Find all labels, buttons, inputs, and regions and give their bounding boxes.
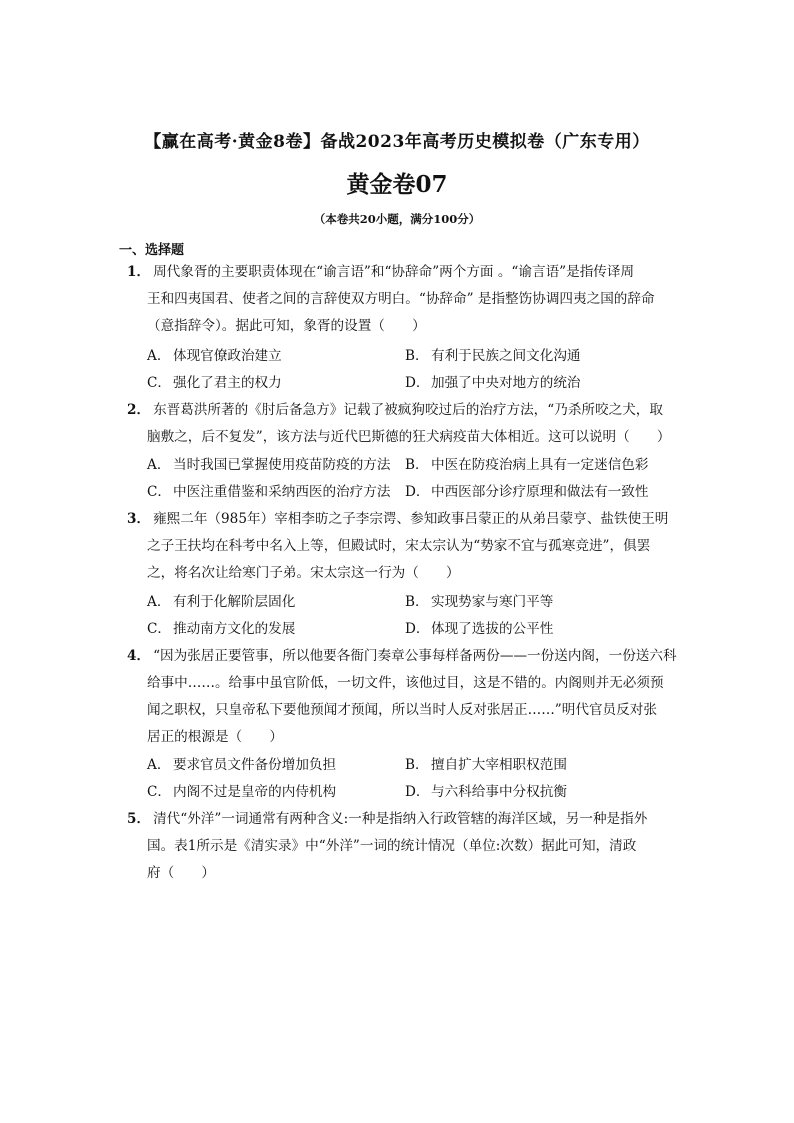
option-c[interactable]: C． 中医注重借鉴和采纳西医的治疗方法 — [147, 484, 391, 500]
option-c[interactable]: C． 内阁不过是皇帝的内侍机构 — [147, 784, 337, 800]
question-number: 4． — [127, 648, 151, 664]
option-d[interactable]: D． 体现了选拔的公平性 — [405, 621, 554, 637]
question-text-line: 周代象胥的主要职责体现在“谕言语”和“协辞命”两个方面 。“谕言语”是指传译周 — [153, 264, 635, 280]
option-a[interactable]: A． 有利于化解阶层固化 — [147, 594, 296, 610]
section-heading: 一、选择题 — [119, 243, 185, 258]
question-3-options — [147, 589, 687, 643]
question-3 — [127, 506, 682, 587]
question-text-line: 居正的根源是（ ） — [147, 729, 283, 745]
question-text-line: 脑敷之，后不复发”，该方法与近代巴斯德的狂犬病疫苗大体相近。这可以说明（ ） — [147, 429, 671, 445]
question-text-line: 之子王扶均在科考中名入上等，但殿试时，宋太宗认为“势家不宜与孤寒竞进”，俱罢 — [147, 538, 651, 554]
option-c[interactable]: C． 强化了君主的权力 — [147, 375, 282, 391]
question-number: 5． — [127, 811, 151, 827]
question-1 — [127, 259, 682, 340]
question-2 — [127, 397, 682, 451]
question-text-line: 东晋葛洪所著的《肘后备急方》记载了被疯狗咬过后的治疗方法，“乃杀所咬之犬，取 — [153, 402, 663, 418]
question-number: 3． — [127, 511, 151, 527]
question-text-line: 给事中……。给事中虽官阶低，一切文件，该他过目，这是不错的。内阁则并无必须预 — [147, 675, 664, 691]
question-1-options — [147, 343, 687, 397]
option-a[interactable]: A． 要求官员文件备份增加负担 — [147, 757, 337, 773]
option-b[interactable]: B． 有利于民族之间文化沟通 — [405, 348, 581, 364]
option-d[interactable]: D． 加强了中央对地方的统治 — [405, 375, 581, 391]
option-b[interactable]: B． 中医在防疫治病上具有一定迷信色彩 — [405, 457, 649, 473]
question-text-line: 王和四夷国君、使者之间的言辞使双方明白。“协辞命” 是指整饬协调四夷之国的辞命 — [147, 291, 655, 307]
option-c[interactable]: C． 推动南方文化的发展 — [147, 621, 296, 637]
question-4 — [127, 643, 682, 751]
question-2-options — [147, 452, 687, 506]
option-b[interactable]: B． 擅自扩大宰相职权范围 — [405, 757, 567, 773]
question-text-line: “因为张居正要管事，所以他要各衙门奏章公事每样备两份——一份送内阁，一份送六科 — [153, 648, 677, 664]
option-a[interactable]: A． 体现官僚政治建立 — [147, 348, 282, 364]
question-text-line: （意指辞令）。据此可知，象胥的设置（ ） — [147, 318, 426, 334]
question-5 — [127, 806, 682, 887]
question-text-line: 清代“外洋”一词通常有两种含义:一种是指纳入行政管辖的海洋区域，另一种是指外 — [153, 811, 648, 827]
question-number: 2． — [127, 402, 151, 418]
question-text-line: 国。表1所示是《清实录》中“外洋”一词的统计情况（单位:次数）据此可知，清政 — [147, 838, 637, 854]
option-b[interactable]: B． 实现势家与寒门平等 — [405, 594, 554, 610]
question-number: 1． — [127, 264, 151, 280]
exam-subtitle: （本卷共20小题，满分100分） — [313, 212, 481, 226]
question-4-options — [147, 752, 687, 806]
question-text-line: 闻之职权，只皇帝私下要他预闻才预闻，所以当时人反对张居正……”明代官员反对张 — [147, 702, 657, 718]
question-text-line: 之，将名次让给寒门子弟。宋太宗这一行为（ ） — [147, 565, 460, 581]
option-a[interactable]: A． 当时我国已掌握使用疫苗防疫的方法 — [147, 457, 391, 473]
exam-header-title: 【赢在高考·黄金8卷】备战2023年高考历史模拟卷（广东专用） — [144, 132, 650, 152]
question-text-line: 府（ ） — [147, 865, 215, 881]
option-d[interactable]: D． 与六科给事中分权抗衡 — [405, 784, 567, 800]
option-d[interactable]: D． 中西医部分诊疗原理和做法有一致性 — [405, 484, 649, 500]
question-text-line: 雍熙二年（985年）宰相李昉之子李宗谔、参知政事吕蒙正的从弟吕蒙亨、盐铁使王明 — [153, 511, 669, 527]
exam-main-title: 黄金卷07 — [346, 171, 448, 198]
